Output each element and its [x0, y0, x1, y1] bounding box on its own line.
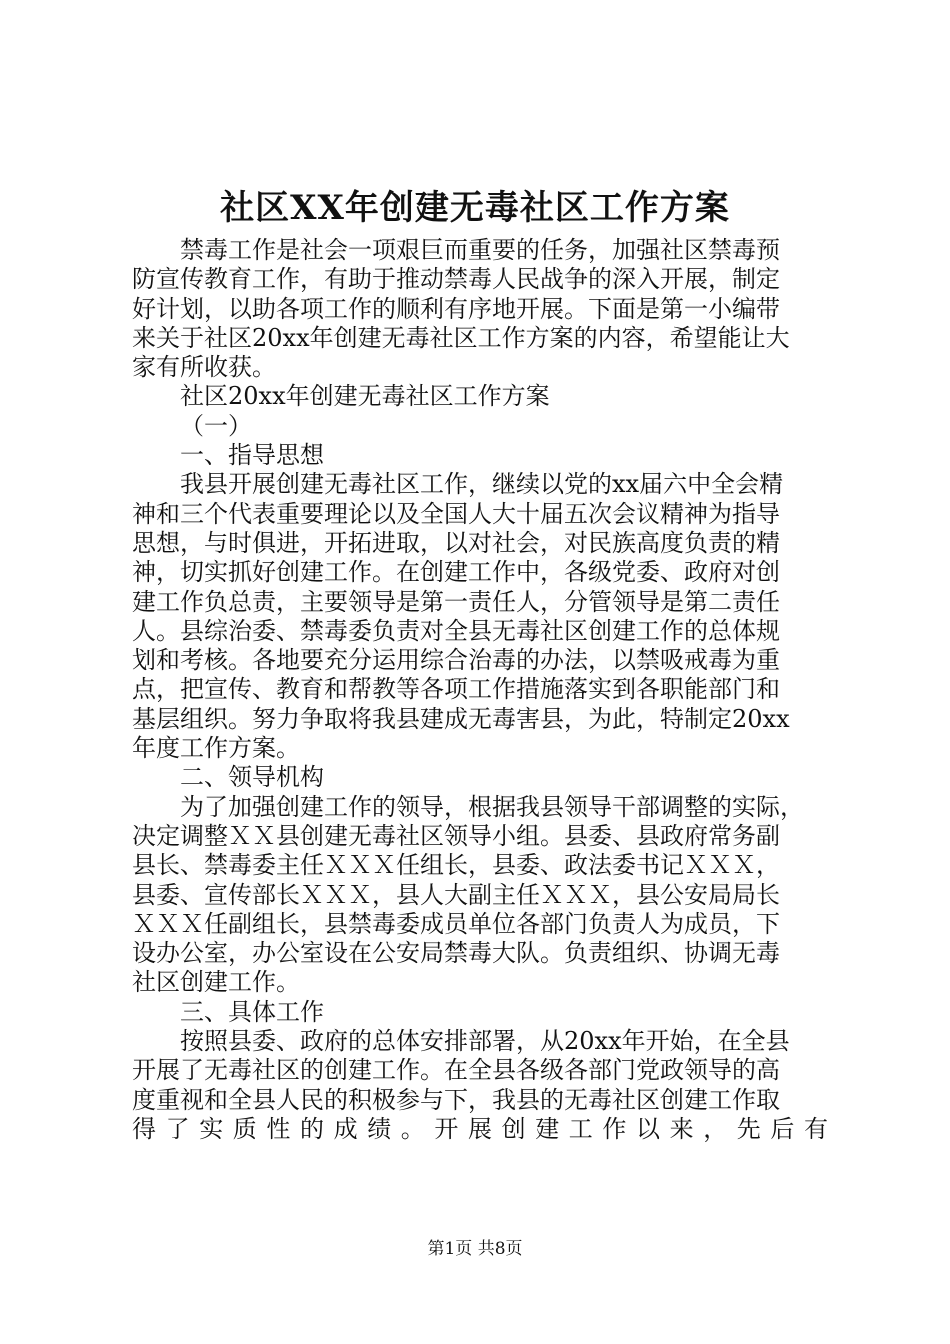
text-line: 我县开展创建无毒社区工作，继续以党的xx届六中全会精 — [180, 470, 784, 499]
text-line: 县委、宣传部长ＸＸＸ，县人大副主任ＸＸＸ，县公安局局长 — [132, 880, 780, 909]
text-line: ＸＸＸ任副组长，县禁毒委成员单位各部门负责人为成员，下 — [132, 909, 780, 938]
text-line: 禁毒工作是社会一项艰巨而重要的任务，加强社区禁毒预 — [180, 236, 780, 264]
section-heading: 一、指导思想 — [180, 441, 324, 470]
text-line: 社区创建工作。 — [132, 968, 300, 997]
text-line: 按照县委、政府的总体安排部署，从20xx年开始，在全县 — [180, 1027, 790, 1056]
section-heading: 二、领导机构 — [180, 763, 324, 792]
text-line: 度重视和全县人民的积极参与下，我县的无毒社区创建工作取 — [132, 1085, 780, 1114]
text-line: 得了实质性的成绩。开展创建工作以来，先后有 — [132, 1114, 828, 1143]
text-line: 防宣传教育工作，有助于推动禁毒人民战争的深入开展，制定 — [132, 265, 780, 294]
text-line: 开展了无毒社区的创建工作。在全县各级各部门党政领导的高 — [132, 1056, 780, 1085]
section-number: （一） — [180, 411, 252, 440]
text-line: 点，把宣传、教育和帮教等各项工作措施落实到各职能部门和 — [132, 675, 780, 704]
text-line: 家有所收获。 — [132, 353, 276, 382]
page-footer: 第1页 共8页 — [427, 1239, 523, 1259]
text-line: 基层组织。努力争取将我县建成无毒害县，为此，特制定20xx — [132, 704, 790, 733]
text-line: 划和考核。各地要充分运用综合治毒的办法，以禁吸戒毒为重 — [132, 646, 780, 675]
text-line: 年度工作方案。 — [132, 734, 300, 763]
text-line: 县长、禁毒委主任ＸＸＸ任组长，县委、政法委书记ＸＸＸ， — [132, 851, 780, 880]
text-line: 思想，与时俱进，开拓进取，以对社会，对民族高度负责的精 — [132, 528, 780, 557]
text-line: 人。县综治委、禁毒委负责对全县无毒社区创建工作的总体规 — [132, 616, 780, 645]
text-line: 设办公室，办公室设在公安局禁毒大队。负责组织、协调无毒 — [132, 939, 780, 968]
text-line: 好计划，以助各项工作的顺利有序地开展。下面是第一小编带 — [132, 294, 780, 323]
section-title: 社区20xx年创建无毒社区工作方案 — [180, 382, 550, 411]
text-line: 决定调整ＸＸ县创建无毒社区领导小组。县委、县政府常务副 — [132, 821, 780, 850]
text-line: 建工作负总责，主要领导是第一责任人，分管领导是第二责任 — [132, 587, 780, 616]
document-title: 社区XX年创建无毒社区工作方案 — [220, 188, 730, 228]
document-body — [132, 236, 828, 1144]
text-line: 来关于社区20xx年创建无毒社区工作方案的内容，希望能让大 — [132, 323, 790, 352]
text-line: 神和三个代表重要理论以及全国人大十届五次会议精神为指导 — [132, 499, 780, 528]
section-heading: 三、具体工作 — [180, 997, 324, 1026]
text-line: 神，切实抓好创建工作。在创建工作中，各级党委、政府对创 — [132, 558, 780, 587]
text-line: 为了加强创建工作的领导，根据我县领导干部调整的实际， — [180, 792, 804, 821]
